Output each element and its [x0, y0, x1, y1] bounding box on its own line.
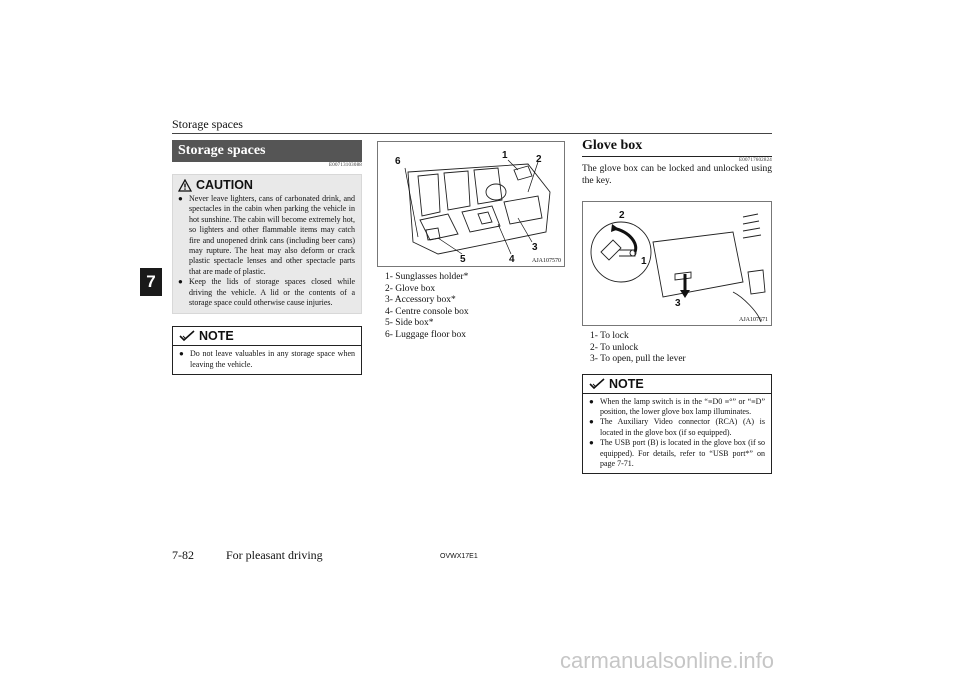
callout-3: 3 — [675, 298, 681, 309]
section-code: E00717602824 — [739, 158, 772, 163]
note-label: NOTE — [609, 376, 644, 391]
caution-label: CAUTION — [196, 178, 253, 192]
bullet-icon: ● — [178, 277, 183, 287]
note-box — [172, 326, 362, 375]
legend-item: 3- Accessory box* — [385, 295, 456, 305]
right-column — [582, 138, 772, 474]
caution-item: ● Never leave lighters, cans of carbonated drink, and spectacles in the cabin when parking the vehicle in hot sunshine. The cabin will become extremely hot, so lighters and other flammable items may catch fire and unopened drink cans (including beer cans) may rupture. The heat may also deform or crack plastic spectacle lenses and other spectacle parts that are made of plastic. — [178, 194, 355, 276]
document-code: OVWX17E1 — [440, 553, 478, 560]
callout-2: 2 — [536, 154, 542, 165]
bullet-icon: ● — [589, 396, 594, 406]
note-item: ● The Auxiliary Video connector (RCA) (A) is located in the glove box (if so equipped). — [589, 417, 765, 437]
warning-icon — [178, 179, 192, 192]
glove-box-figure — [582, 201, 772, 326]
legend-item: 4- Centre console box — [385, 306, 469, 317]
section-title: Storage spaces — [172, 140, 362, 162]
note-box — [582, 374, 772, 475]
caution-item: ● Keep the lids of storage spaces closed while driving the vehicle. A lid or the contents of a storage space could otherwise cause injuries. — [178, 277, 355, 308]
storage-locations-figure — [377, 141, 565, 267]
caution-heading — [178, 178, 355, 192]
legend-item: 5- Side box* — [385, 318, 434, 328]
legend-item: 1- Sunglasses holder* — [385, 272, 469, 282]
note-item: ● The USB port (B) is located in the glove box (if so equipped). For details, refer to “USB port*” on page 7-71. — [589, 438, 765, 468]
page-number: 7-82 — [172, 548, 194, 562]
legend-item: 3- To open, pull the lever — [590, 354, 686, 364]
chapter-tab: 7 — [140, 268, 162, 296]
callout-2: 2 — [619, 210, 625, 221]
glove-box-intro: The glove box can be locked and unlocked using the key. — [582, 164, 772, 186]
chapter-name: For pleasant driving — [226, 548, 323, 562]
caution-box — [172, 174, 362, 314]
bullet-icon: ● — [589, 438, 594, 448]
note-heading — [173, 327, 361, 346]
section-code: E00713103088 — [329, 163, 362, 168]
legend-item: 2- To unlock — [590, 342, 639, 353]
callout-3: 3 — [532, 242, 538, 253]
note-label: NOTE — [199, 329, 234, 344]
glove-box-illustration — [583, 202, 771, 325]
running-header: Storage spaces — [172, 117, 243, 131]
callout-6: 6 — [395, 156, 401, 167]
middle-column — [377, 141, 565, 341]
legend-item: 2- Glove box — [385, 283, 436, 294]
callout-1: 1 — [641, 256, 647, 267]
figure-legend — [590, 331, 772, 366]
bullet-icon: ● — [178, 194, 183, 203]
legend-item: 6- Luggage floor box — [385, 329, 466, 340]
note-heading — [583, 375, 771, 394]
bullet-icon: ● — [589, 417, 594, 427]
header-rule — [172, 133, 772, 134]
figure-code: AJA107570 — [531, 258, 561, 264]
watermark: carmanualsonline.info — [560, 648, 775, 673]
note-check-icon — [179, 330, 195, 342]
legend-item: 1- To lock — [590, 331, 629, 341]
callout-4: 4 — [509, 254, 515, 265]
figure-legend — [385, 272, 565, 341]
vehicle-interior-illustration — [378, 142, 564, 266]
left-column — [172, 140, 362, 375]
callout-5: 5 — [460, 254, 466, 265]
note-item: ● When the lamp switch is in the “≡D0 ≡°” or “≡D” position, the lower glove box lamp illuminates. — [589, 396, 765, 416]
note-check-icon — [589, 378, 605, 390]
section-title-glove-box: Glove box — [582, 138, 772, 157]
figure-code: AJA107671 — [738, 317, 768, 323]
callout-1: 1 — [502, 150, 508, 161]
note-item: ● Do not leave valuables in any storage space when leaving the vehicle. — [179, 349, 355, 369]
bullet-icon: ● — [179, 349, 184, 359]
